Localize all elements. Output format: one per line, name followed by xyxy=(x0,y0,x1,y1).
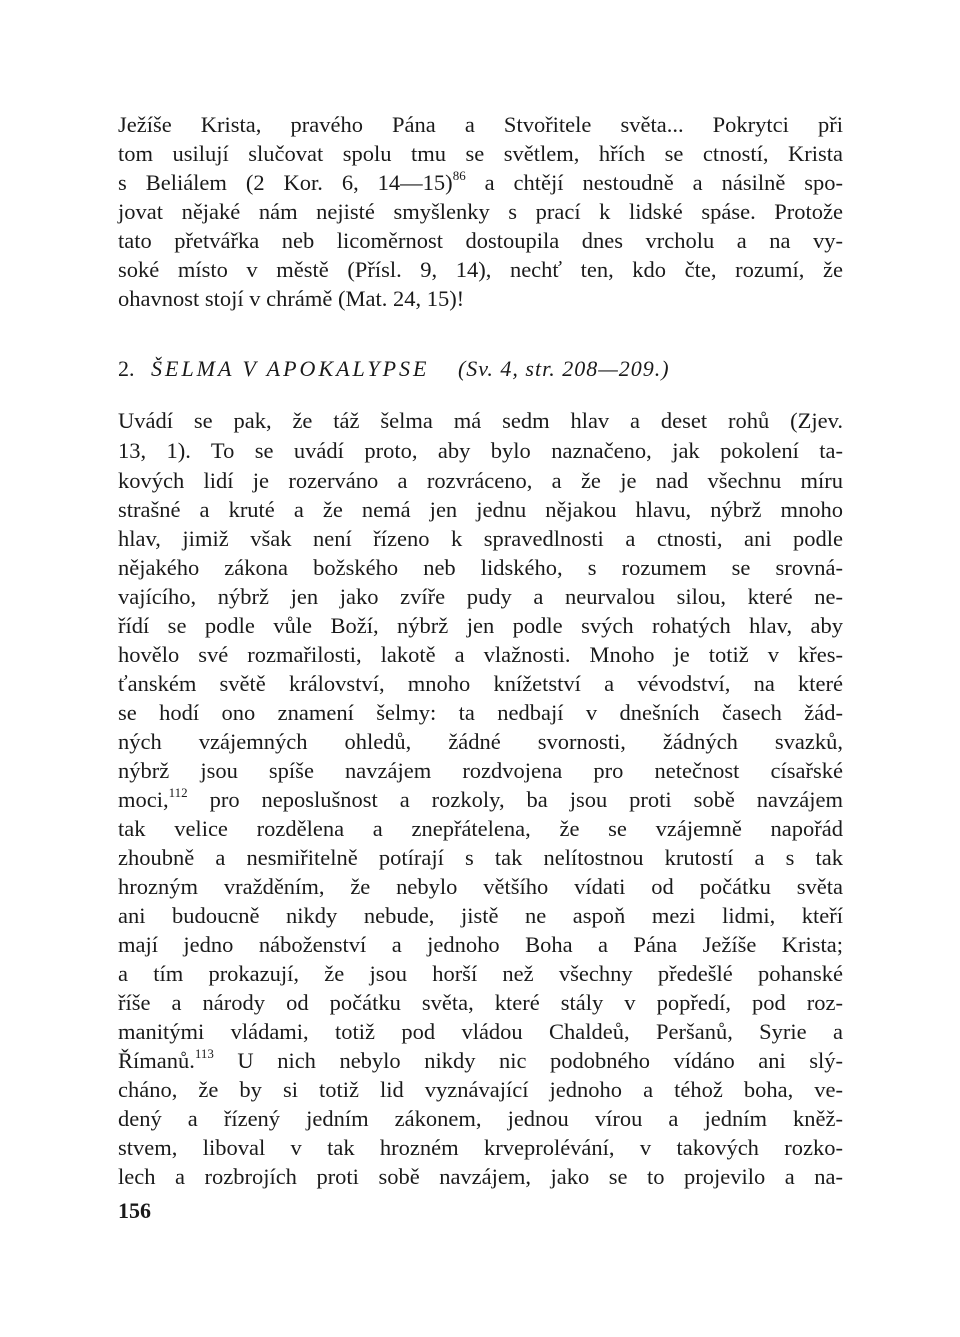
text-line: moci,$^{112}$ pro neposlušnost a rozkoly, ba jsou proti sobě navzájem xyxy=(118,784,843,812)
text-line: ných vzájemných ohledů, žádné svornosti, žádných svazků, xyxy=(118,729,843,754)
text-line: tom usilují slučovat spolu tmu se světlem, hřích se ctností, Krista xyxy=(118,141,843,166)
text-line: mají jedno náboženství a jednoho Boha a Pána Ježíše Krista; xyxy=(118,932,843,957)
text-line: s Beliálem (2 Kor. 6, 14—15)$^{86}$ a chtějí nestoudně a násilně spo- xyxy=(118,167,843,195)
text-line: Ježíše Krista, pravého Pána a Stvořitele světa... Pokrytci při xyxy=(118,112,843,137)
text-line: manitými vládami, totiž pod vládou Chaldeů, Peršanů, Syrie a xyxy=(118,1019,843,1044)
text-line: zhoubně a nesmiřitelně potírají s tak nelítostnou krutostí a s tak xyxy=(118,845,843,870)
text-line: dený a řízený jedním zákonem, jednou vírou a jedním kněž- xyxy=(118,1106,843,1131)
text-line: stvem, liboval v tak hrozném krveprolévání, v takových rozko- xyxy=(118,1135,843,1160)
text-line: soké místo v městě (Přísl. 9, 14), nechť ten, kdo čte, rozumí, že xyxy=(118,257,843,282)
text-line: hlav, jimiž však není řízeno k spravedlnosti a ctnosti, ani podle xyxy=(118,526,843,551)
text-line: hrozným vražděním, že nebylo většího vídati od počátku světa xyxy=(118,874,843,899)
text-line: ohavnost stojí v chrámě (Mat. 24, 15)! xyxy=(118,286,465,311)
text-line: ani budoucně nikdy nebude, jistě ne aspoň mezi lidmi, kteří xyxy=(118,903,843,928)
section-heading xyxy=(118,356,670,382)
text-line: Uvádí se pak, že táž šelma má sedm hlav a deset rohů (Zjev. xyxy=(118,408,843,433)
text-line: říše a národy od počátku světa, které stály v popředí, pod roz- xyxy=(118,990,843,1015)
text-line: tak velice rozdělena a znepřátelena, že se vzájemně napořád xyxy=(118,816,843,841)
text-line: cháno, že by si totiž lid vyznávající jednoho a téhož boha, ve- xyxy=(118,1077,843,1102)
text-line: strašné a kruté a že nemá jen jednu nějakou hlavu, nýbrž mnoho xyxy=(118,497,843,522)
page-number: 156 xyxy=(118,1198,151,1223)
text-line: 13, 1). To se uvádí proto, aby bylo naznačeno, jak pokolení ta- xyxy=(118,438,843,463)
footnote-ref: 113 xyxy=(194,1045,214,1061)
text-line: tato přetvářka neb licoměrnost dostoupila dnes vrcholu a na vy- xyxy=(118,228,843,253)
text-line: Římanů.$^{113}$ U nich nebylo nikdy nic podobného vídáno ani slý- xyxy=(118,1045,843,1073)
section-number: 2. xyxy=(118,356,135,381)
text-line: hovělo své rozmařilosti, lakotě a vlažnosti. Mnoho je totiž v křes- xyxy=(118,642,843,667)
footnote-ref: 86 xyxy=(452,167,466,183)
text-line: ťanském světě království, mnoho knížetství a vévodství, na které xyxy=(118,671,843,696)
text-line: a tím prokazují, že jsou horší než všechny předešlé pohanské xyxy=(118,961,843,986)
section-title: ŠELMA V APOKALYPSE xyxy=(151,356,430,381)
text-line: nýbrž jsou spíše navzájem rozdvojena pro netečnost císařské xyxy=(118,758,843,783)
text-line: se hodí ono znamení šelmy: ta nedbají v dnešních časech žád- xyxy=(118,700,843,725)
text-line: jovat nějaké nám nejisté smyšlenky s prací k lidské spáse. Protože xyxy=(118,199,843,224)
text-line: vajícího, nýbrž jen jako zvíře pudy a neurvalou silou, které ne- xyxy=(118,584,843,609)
text-line: řídí se podle vůle Boží, nýbrž jen podle svých rohatých hlav, aby xyxy=(118,613,843,638)
text-line: kových lidí je rozerváno a rozvráceno, a že je nad všechnu míru xyxy=(118,468,843,493)
section-reference: (Sv. 4, str. 208—209.) xyxy=(457,356,670,381)
footnote-ref: 112 xyxy=(168,784,188,800)
text-line: nějakého zákona božského neb lidského, s rozumem se srovná- xyxy=(118,555,843,580)
text-line: lech a rozbrojích proti sobě navzájem, jako se to projevilo a na- xyxy=(118,1164,843,1189)
